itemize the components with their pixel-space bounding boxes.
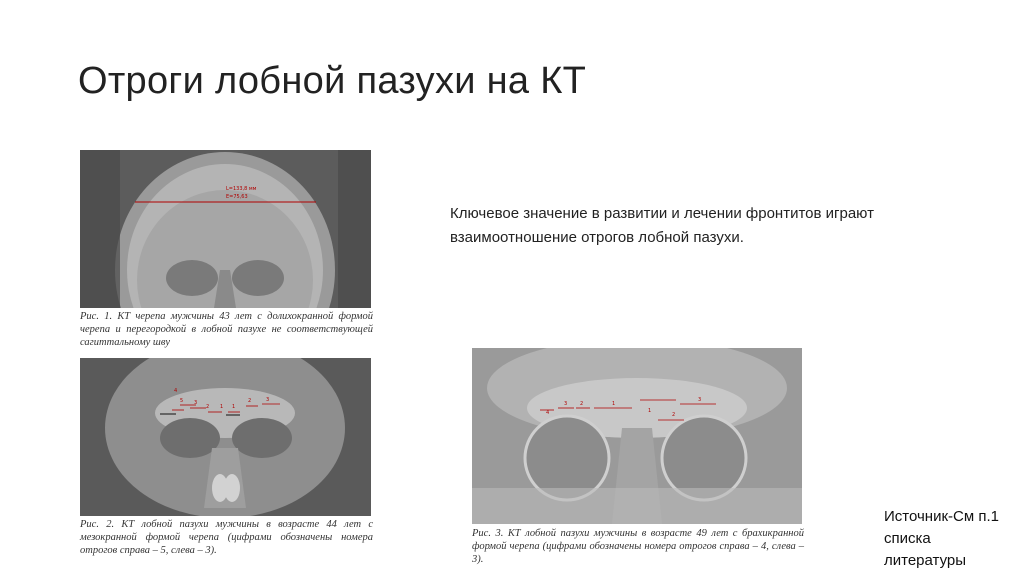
slide-title: Отроги лобной пазухи на КТ [78, 60, 587, 102]
source-line-1: Источник-См п.1 [884, 508, 999, 525]
fig2-mark-7: 2 [248, 398, 252, 404]
fig3-mark-3: 2 [580, 401, 584, 407]
fig1-label-e: E=75,63 [226, 194, 248, 200]
fig3-mark-4: 1 [612, 401, 616, 407]
fig3-mark-7: 3 [698, 397, 702, 403]
fig3-mark-1: 4 [546, 410, 550, 416]
fig3-mark-6: 2 [672, 412, 676, 418]
fig3-mark-5: 1 [648, 408, 652, 414]
fig2-mark-3: 3 [194, 400, 198, 406]
fig2-mark-1: 4 [174, 388, 178, 394]
fig1-caption: Рис. 1. КТ черепа мужчины 43 лет с долихокранной формой черепа и перегородкой в лобной пазухе не соответствующей сагиттальному шву [80, 311, 373, 348]
ct-image-fig3 [472, 348, 802, 524]
fig2-caption: Рис. 2. КТ лобной пазухи мужчины в возрасте 44 лет с мезокранной формой черепа (цифрами обозначены номера отрогов справа – 5, слева – 3). [80, 519, 373, 556]
ct-image-fig2 [80, 358, 371, 516]
fig3-caption: Рис. 3. КТ лобной пазухи мужчины в возрасте 49 лет с брахикранной формой черепа (цифрами обозначены номера отрогов справа – 4, слева – 3). [472, 528, 804, 565]
fig2-mark-2: 5 [180, 398, 184, 404]
fig2-mark-5: 1 [220, 404, 224, 410]
fig1-label-l: L=133,8 мм [226, 186, 257, 192]
slide-body-text: Ключевое значение в развитии и лечении фронтитов играют взаимоотношение отрогов лобной пазухи. [450, 205, 874, 246]
source-line-2: списка [884, 530, 931, 547]
fig2-mark-4: 2 [206, 404, 210, 410]
fig3-mark-2: 3 [564, 401, 568, 407]
ct-image-fig1 [80, 150, 371, 308]
source-line-3: литературы [884, 552, 967, 569]
fig2-mark-6: 1 [232, 404, 236, 410]
source-note [884, 506, 1024, 572]
fig2-mark-8: 3 [266, 397, 270, 403]
